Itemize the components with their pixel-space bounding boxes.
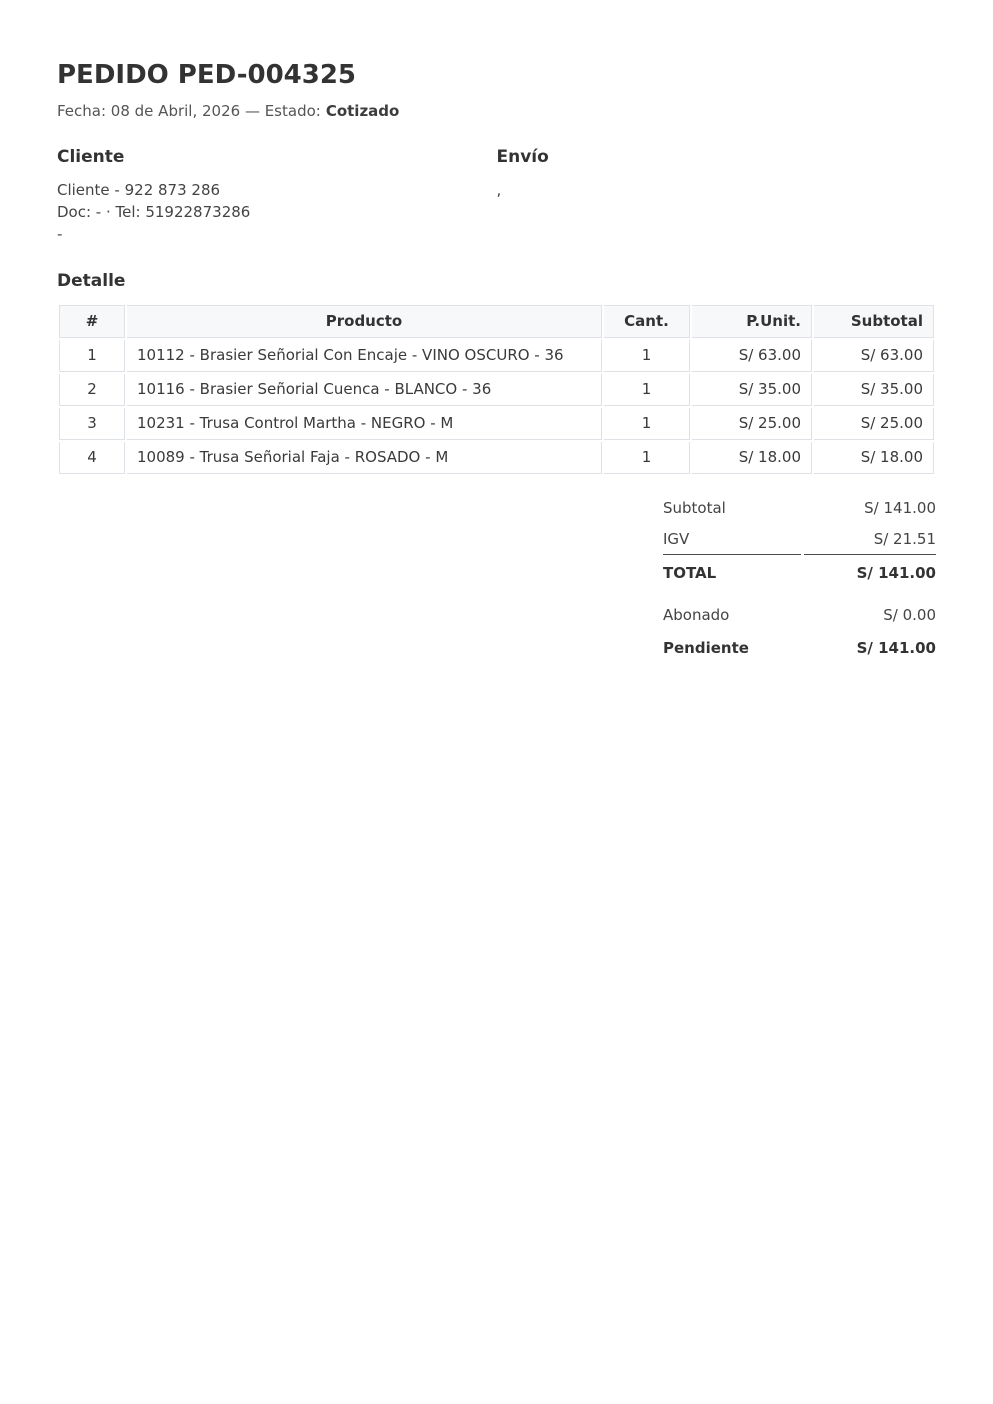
client-name-phone: Cliente - 922 873 286 — [57, 180, 221, 199]
total-value: S/ 141.00 — [804, 554, 936, 582]
client-heading: Cliente — [57, 146, 125, 167]
item-product: 10112 - Brasier Señorial Con Encaje - VINO OSCURO - 36 — [127, 340, 602, 372]
subtotal-label: Subtotal — [663, 498, 726, 517]
paid-label: Abonado — [663, 605, 730, 624]
item-num: 1 — [59, 340, 125, 372]
items-header-row — [59, 305, 934, 338]
pending-value: S/ 141.00 — [856, 638, 936, 657]
item-unit: S/ 63.00 — [692, 340, 812, 372]
column-header-qty: Cant. — [604, 305, 690, 338]
column-header-subtotal: Subtotal — [814, 305, 934, 338]
page-title: PEDIDO PED-004325 — [57, 60, 357, 90]
total-row — [663, 554, 936, 582]
client-shipping-section — [57, 147, 936, 245]
client-doc-tel: Doc: - · Tel: 51922873286 — [57, 202, 251, 221]
item-subtotal: S/ 18.00 — [814, 442, 934, 474]
paid-row — [663, 606, 936, 624]
item-qty: 1 — [604, 374, 690, 406]
igv-value: S/ 21.51 — [873, 529, 936, 548]
shipping-address: , — [496, 180, 502, 199]
totals-section — [663, 499, 936, 657]
client-block — [57, 147, 497, 245]
document-header — [57, 61, 936, 120]
igv-label: IGV — [663, 529, 690, 548]
item-product: 10231 - Trusa Control Martha - NEGRO - M — [127, 408, 602, 440]
subtotal-row — [663, 499, 936, 517]
item-qty: 1 — [604, 408, 690, 440]
item-qty: 1 — [604, 442, 690, 474]
table-row — [59, 374, 934, 406]
item-num: 2 — [59, 374, 125, 406]
item-product: 10116 - Brasier Señorial Cuenca - BLANCO - 36 — [127, 374, 602, 406]
item-num: 4 — [59, 442, 125, 474]
item-subtotal: S/ 35.00 — [814, 374, 934, 406]
table-row — [59, 340, 934, 372]
item-unit: S/ 35.00 — [692, 374, 812, 406]
column-header-num: # — [59, 305, 125, 338]
column-header-product: Producto — [127, 305, 602, 338]
igv-row — [663, 530, 936, 548]
subtotal-value: S/ 141.00 — [864, 498, 936, 517]
total-label: TOTAL — [663, 554, 801, 582]
item-num: 3 — [59, 408, 125, 440]
items-table — [57, 303, 936, 476]
status-badge: Cotizado — [325, 101, 400, 120]
paid-value: S/ 0.00 — [883, 605, 936, 624]
column-header-unit: P.Unit. — [692, 305, 812, 338]
table-row — [59, 442, 934, 474]
item-unit: S/ 25.00 — [692, 408, 812, 440]
item-product: 10089 - Trusa Señorial Faja - ROSADO - M — [127, 442, 602, 474]
detail-heading: Detalle — [57, 270, 126, 291]
shipping-block — [497, 147, 937, 245]
item-unit: S/ 18.00 — [692, 442, 812, 474]
date-status-line — [57, 102, 936, 120]
pending-label: Pendiente — [663, 638, 749, 657]
shipping-heading: Envío — [496, 146, 549, 167]
pending-row — [663, 639, 936, 657]
item-subtotal: S/ 25.00 — [814, 408, 934, 440]
date-status-label: Fecha: 08 de Abril, 2026 — Estado: — [57, 101, 321, 120]
item-subtotal: S/ 63.00 — [814, 340, 934, 372]
item-qty: 1 — [604, 340, 690, 372]
table-row — [59, 408, 934, 440]
client-extra: - — [57, 224, 63, 243]
